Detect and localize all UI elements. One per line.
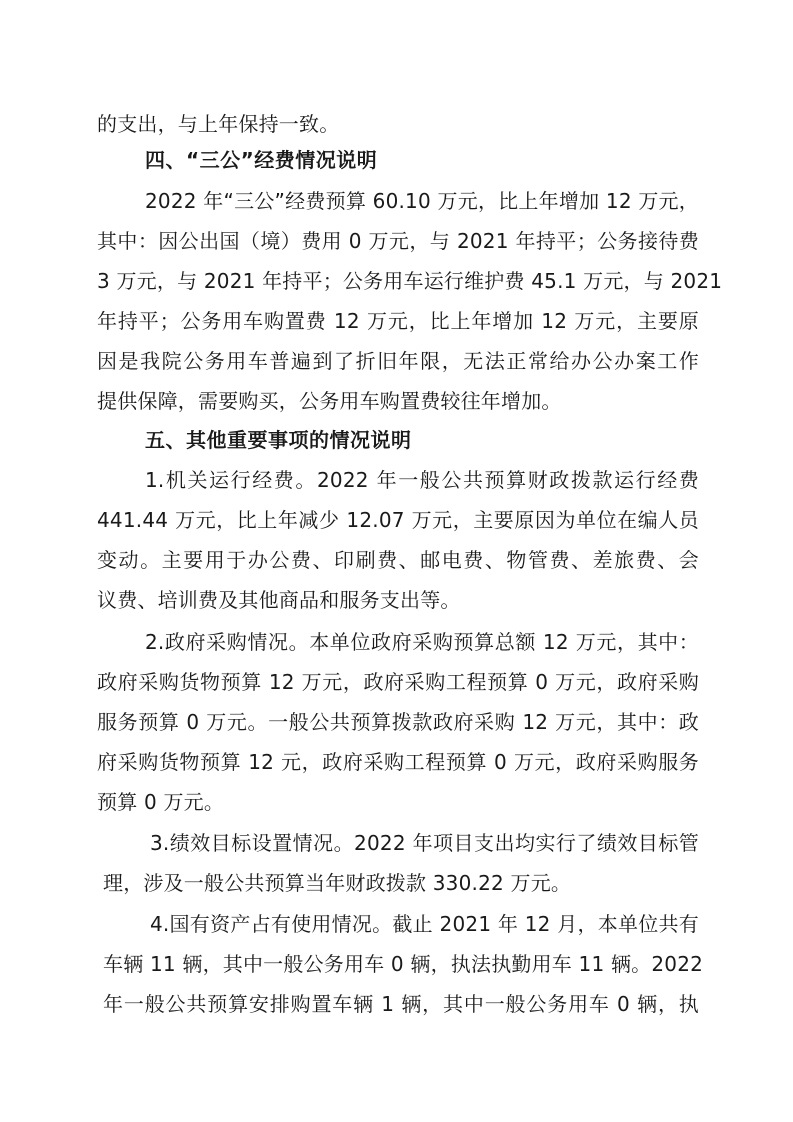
- paragraph-line: 2.政府采购情况。本单位政府采购预算总额 12 万元，其中：: [145, 630, 699, 654]
- paragraph-line: 预算 0 万元。: [97, 790, 225, 814]
- section-heading-san-gong: 四、“三公”经费情况说明: [145, 148, 378, 172]
- paragraph-line: 变动。主要用于办公费、印刷费、邮电费、物管费、差旅费、会: [97, 548, 699, 572]
- paragraph-line: 年持平；公务用车购置费 12 万元，比上年增加 12 万元，主要原: [97, 309, 699, 333]
- paragraph-line: 议费、培训费及其他商品和服务支出等。: [97, 588, 461, 612]
- paragraph-line: 年一般公共预算安排购置车辆 1 辆，其中一般公务用车 0 辆，执: [103, 992, 699, 1016]
- paragraph-line: 其中：因公出国（境）费用 0 万元，与 2021 年持平；公务接待费: [97, 229, 699, 253]
- paragraph-line: 3.绩效目标设置情况。2022 年项目支出均实行了绩效目标管: [150, 831, 699, 855]
- carryover-line: 的支出，与上年保持一致。: [97, 112, 340, 136]
- section-heading-other-matters: 五、其他重要事项的情况说明: [145, 428, 412, 452]
- paragraph-line: 441.44 万元，比上年减少 12.07 万元，主要原因为单位在编人员: [97, 508, 699, 532]
- paragraph-line: 2022 年“三公”经费预算 60.10 万元，比上年增加 12 万元，: [145, 189, 699, 213]
- paragraph-line: 车辆 11 辆，其中一般公务用车 0 辆，执法执勤用车 11 辆。2022: [103, 952, 704, 976]
- paragraph-line: 1.机关运行经费。2022 年一般公共预算财政拨款运行经费: [145, 468, 699, 492]
- paragraph-line: 服务预算 0 万元。一般公共预算拨款政府采购 12 万元，其中：政: [97, 710, 699, 734]
- paragraph-line: 提供保障，需要购买，公务用车购置费较往年增加。: [97, 389, 562, 413]
- paragraph-line: 政府采购货物预算 12 万元，政府采购工程预算 0 万元，政府采购: [97, 670, 699, 694]
- paragraph-line: 3 万元，与 2021 年持平；公务用车运行维护费 45.1 万元，与 2021: [97, 269, 723, 293]
- paragraph-line: 理，涉及一般公共预算当年财政拨款 330.22 万元。: [103, 871, 572, 895]
- paragraph-line: 府采购货物预算 12 元，政府采购工程预算 0 万元，政府采购服务: [97, 750, 699, 774]
- paragraph-line: 因是我院公务用车普遍到了折旧年限，无法正常给办公办案工作: [97, 349, 699, 373]
- paragraph-line: 4.国有资产占有使用情况。截止 2021 年 12 月，本单位共有: [150, 912, 699, 936]
